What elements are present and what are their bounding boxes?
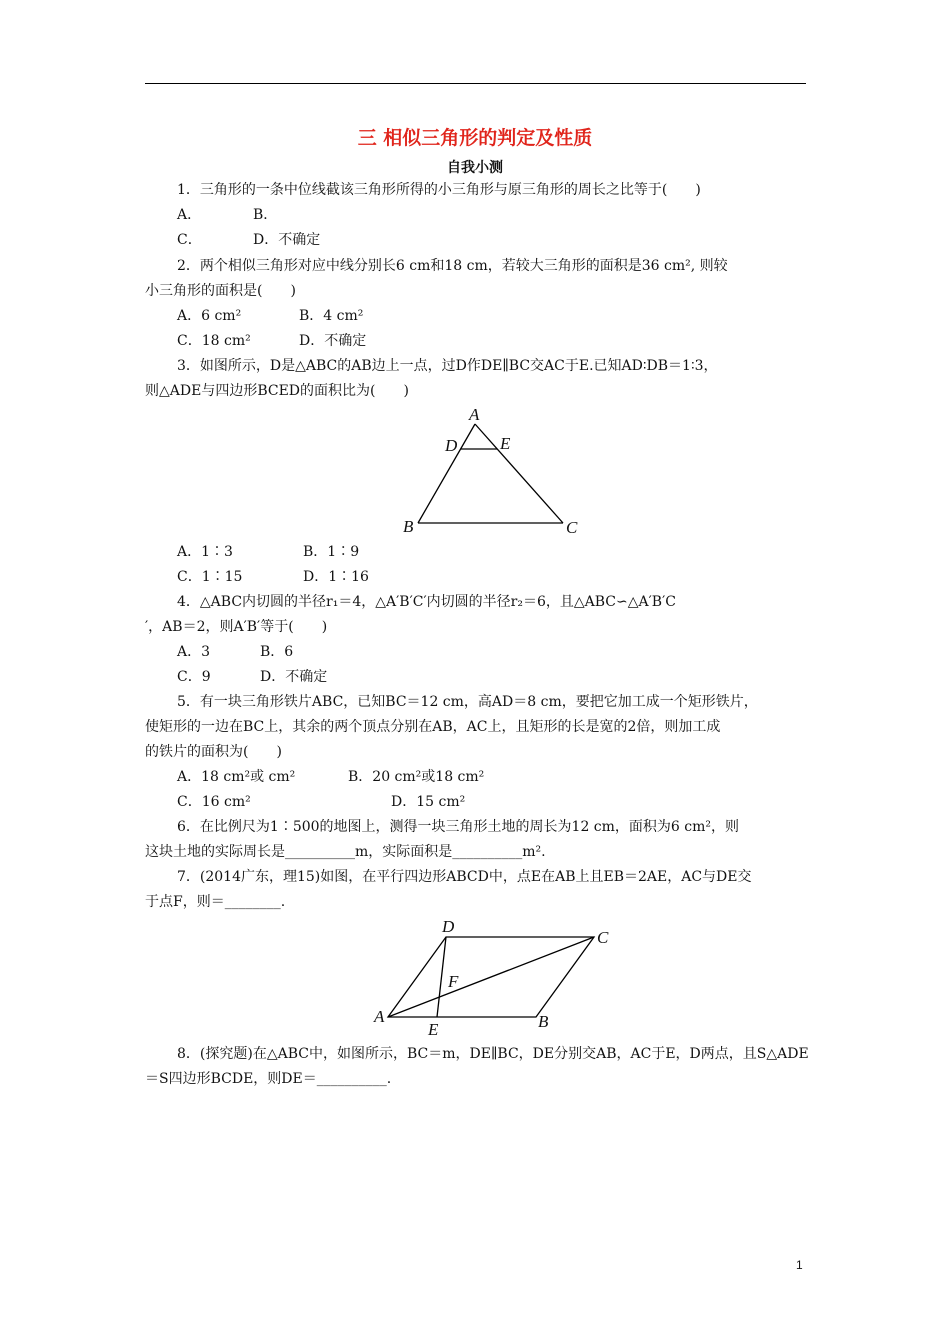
q3-option-c: C．1∶15 xyxy=(177,569,243,585)
q4-line2: ′，AB＝2，则A′B′等于( ) xyxy=(145,619,328,635)
q2-option-b: B．4 cm² xyxy=(299,308,364,324)
q2-line2: 小三角形的面积是( ) xyxy=(145,283,296,299)
label-a: A xyxy=(469,405,480,424)
q1-option-d: D．不确定 xyxy=(253,232,321,248)
q3-option-a: A．1∶3 xyxy=(177,544,233,560)
q3-option-d: D．1∶16 xyxy=(303,569,369,585)
label-a: A xyxy=(374,1007,385,1026)
diagonal-ac xyxy=(388,937,594,1017)
q1-option-c: C． xyxy=(177,232,202,248)
q5-option-a: A．18 cm²或 cm² xyxy=(177,769,296,785)
page-number: 1 xyxy=(796,1258,803,1272)
q7-line2: 于点F，则＝________. xyxy=(145,894,286,910)
label-f: F xyxy=(448,972,459,991)
q5-option-d: D．15 cm² xyxy=(391,794,466,810)
q4-line1: 4．△ABC内切圆的半径r₁＝4，△A′B′C′内切圆的半径r₂＝6，且△ABC∽△A′B′C xyxy=(177,594,676,610)
q6-line1: 6．在比例尺为1∶500的地图上，测得一块三角形土地的周长为12 cm，面积为6 cm²，则 xyxy=(177,819,740,835)
q8-line1: 8．(探究题)在△ABC中，如图所示，BC＝m，DE∥BC，DE分别交AB，AC于E，D两点，且S△ADE xyxy=(177,1046,809,1062)
q8-line2: ＝S四边形BCDE，则DE＝__________. xyxy=(145,1071,392,1087)
parallelogram-figure xyxy=(370,912,620,1042)
q1-option-a: A． xyxy=(177,207,202,223)
q7-line1: 7．(2014广东，理15)如图，在平行四边形ABCD中，点E在AB上且EB＝2AE，AC与DE交 xyxy=(177,869,752,885)
q5-line3: 的铁片的面积为( ) xyxy=(145,744,282,760)
q4-option-b: B．6 xyxy=(260,644,294,660)
label-e: E xyxy=(428,1020,439,1039)
q5-line1: 5．有一块三角形铁片ABC，已知BC＝12 cm，高AD＝8 cm，要把它加工成一个矩形铁片， xyxy=(177,694,758,710)
label-d: D xyxy=(445,436,458,455)
q5-line2: 使矩形的一边在BC上，其余的两个顶点分别在AB，AC上，且矩形的长是宽的2倍，则加工成 xyxy=(145,719,721,735)
q2-option-a: A．6 cm² xyxy=(177,308,242,324)
q5-option-b: B．20 cm²或18 cm² xyxy=(348,769,485,785)
q1-option-b: B． xyxy=(253,207,278,223)
q3-option-b: B．1∶9 xyxy=(303,544,360,560)
q2-line1: 2．两个相似三角形对应中线分别长6 cm和18 cm，若较大三角形的面积是36 cm², 则较 xyxy=(177,258,728,274)
label-d: D xyxy=(442,917,455,936)
q2-option-c: C．18 cm² xyxy=(177,333,251,349)
label-c: C xyxy=(597,928,609,947)
q4-option-c: C．9 xyxy=(177,669,211,685)
q2-option-d: D．不确定 xyxy=(299,333,367,349)
label-b: B xyxy=(403,517,414,536)
label-c: C xyxy=(566,518,578,537)
q3-line2: 则△ADE与四边形BCED的面积比为( ) xyxy=(145,383,409,399)
segment-de xyxy=(437,937,446,1017)
section-subtitle: 自我小测 xyxy=(447,160,503,176)
label-b: B xyxy=(538,1012,549,1031)
q6-line2: 这块土地的实际周长是__________m，实际面积是__________m². xyxy=(145,844,546,860)
page-title: 三 相似三角形的判定及性质 xyxy=(357,127,593,149)
q4-option-d: D．不确定 xyxy=(260,669,328,685)
side-ac xyxy=(475,424,563,523)
q5-option-c: C．16 cm² xyxy=(177,794,251,810)
q3-line1: 3．如图所示，D是△ABC的AB边上一点，过D作DE∥BC交AC于E.已知AD∶DB＝1∶3， xyxy=(177,358,718,374)
header-rule xyxy=(145,83,806,84)
q1-stem: 1．三角形的一条中位线截该三角形所得的小三角形与原三角形的周长之比等于( ) xyxy=(177,182,701,198)
label-e: E xyxy=(500,434,511,453)
q4-option-a: A．3 xyxy=(177,644,211,660)
triangle-figure xyxy=(395,402,595,542)
